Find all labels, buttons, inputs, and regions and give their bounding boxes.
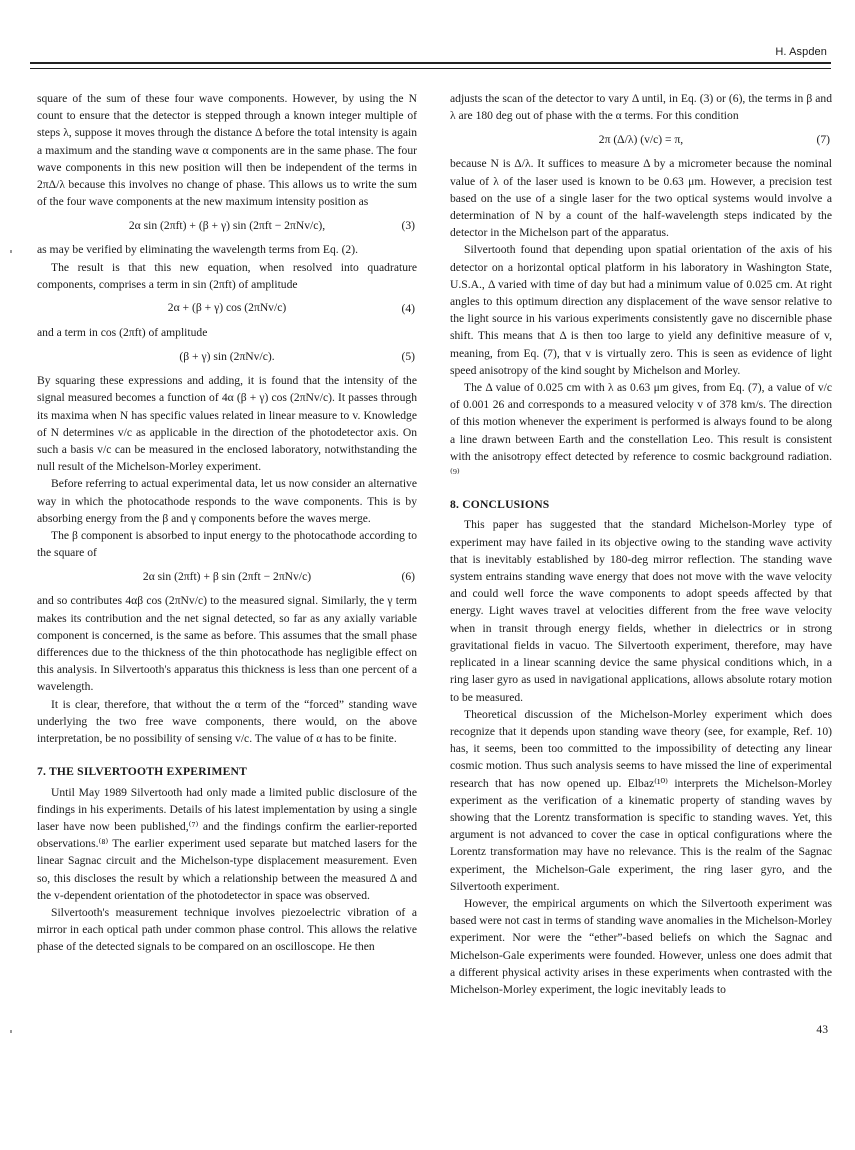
paragraph: square of the sum of these four wave components. However, by using the N count to ensure that the detector is stepped through a known integer multiple of steps λ, suppose it moves through the distance Δ before the total intensity is again a maximum and the standing wave α components are in the same phase. The four wave components in this new position will then be independent of the terms in 2πΔ/λ because this involves no change of phase. This allows us to write the sum of the four wave components at the new maximum intensity position as [37, 92, 417, 209]
margin-tick [10, 250, 12, 253]
paragraph: By squaring these expressions and adding, it is found that the intensity of the signal measured becomes a function of 4α (β + γ) cos (2πNv/c). It passes through its maxima when N has specific values related in linear measure to v. Knowledge of N determines v/c as applicable in the direction of the photodetector axis. On such a basis v/c can be measured in the enclosed laboratory, notwithstanding the null result of the Michelson-Morley experiment. [37, 374, 417, 474]
equation-text: (β + γ) sin (2πNv/c). [179, 349, 275, 363]
paragraph: and a term in cos (2πft) of amplitude [37, 326, 208, 340]
equation-7 [450, 126, 832, 152]
equation-number: (5) [401, 350, 415, 364]
paragraph: The Δ value of 0.025 cm with λ as 0.63 μm gives, from Eq. (7), a value of v/c of 0.001 26 and corresponds to a measured velocity v of 378 km/s. The direction of this motion whenever the experiment is performed is always found to be along a line drawn between Earth and the constellation Leo. This result is consistent with the anisotropy effect detected by reference to cosmic background radiation.⁽⁹⁾ [450, 381, 832, 481]
paragraph: The β component is absorbed to input energy to the photocathode according to the square of [37, 529, 417, 560]
equation-number: (6) [401, 570, 415, 584]
paragraph: Theoretical discussion of the Michelson-Morley experiment which does recognize that it depends upon standing wave theory (see, for example, Ref. 10) has, it seems, been too committed to the impossibility of detecting any linear cosmic motion. Thus such analysis seems to have missed the line of experimental research that has now opened up. Elbaz⁽¹⁰⁾ interprets the Michelson-Morley experiment as the verification of a kinematic property of standing waves by showing that the Lorentz transformation is specific to standing waves. Yet, this argument is not advanced to cover the case in optical configurations where the Lorentz transformation may have no relevance. This is the realm of the Sagnac experiment, the Michelson-Gale experiment, the ring laser gyro, and the Silvertooth experiment. [450, 707, 832, 893]
paragraph: It is clear, therefore, that without the α term of the “forced” standing wave underlying the two free wave components, there would, on the above interpretation, be no possibility of sensing v/c. The value of α has to be finite. [37, 697, 417, 746]
paragraph: Silvertooth's measurement technique involves piezoelectric vibration of a mirror in each optical path under common phase control. This allows the relative phase of the detected signals to be compared on an oscilloscope. He then [37, 905, 417, 954]
section-heading-7: 7. THE SILVERTOOTH EXPERIMENT [37, 765, 248, 779]
equation-3 [37, 212, 417, 238]
equation-6 [37, 563, 417, 589]
paragraph: as may be verified by eliminating the wavelength terms from Eq. (2). [37, 243, 358, 257]
header-rule-thin [30, 68, 831, 69]
paragraph: Silvertooth found that depending upon spatial orientation of the axis of his detector on a horizontal optical platform in his laboratory in Washington State, U.S.A., Δ varied with time of day but had a minimum value of 0.025 cm. At right angles to this optimum direction any displacement of the wave sensor relative to the light source in his various experiments consistently gave no discernible phase shift. This means that Δ is then too large to yield any definitive measure of v, meaning, from Eq. (7), that v is virtually zero. This is seen as evidence of light speed anisotropy of the kind sought by Michelson and Morley. [450, 243, 832, 377]
section-heading-8: 8. CONCLUSIONS [450, 498, 550, 512]
paragraph: because N is Δ/λ. It suffices to measure Δ by a micrometer because the nominal value of λ of the laser used is known to be 0.63 μm. However, a precision test based on the use of a single laser for the two optical systems would involve a determination of N by a count of the half-wavelength steps indicated by the detector in the Michelson part of the apparatus. [450, 157, 832, 240]
paragraph: Before referring to actual experimental data, let us now consider an alternative way in which the photocathode responds to the wave components. This is by absorbing energy from the β and γ components before the waves merge. [37, 477, 417, 525]
paragraph: Until May 1989 Silvertooth had only made a limited public disclosure of the findings in his experiments. Details of his latest implementation by using a single laser have now been published,⁽⁷⁾ and the findings confirm the earlier-reported observations.⁽⁸⁾ The earlier experiment used separate but matched lasers for the linear Sagnac circuit and the Michelson-type displacement measurement. Even so, this discloses the result by which a relationship between the measured Δ and the v-dependent orientation of the photodetector in space was observed. [37, 785, 417, 902]
equation-text: 2α sin (2πft) + β sin (2πft − 2πNv/c) [142, 569, 312, 583]
equation-4 [37, 295, 417, 321]
equation-5 [37, 343, 417, 369]
header-rule-thick [30, 62, 831, 64]
equation-text: 2π (Δ/λ) (v/c) = π, [598, 132, 684, 146]
paragraph: This paper has suggested that the standard Michelson-Morley type of experiment may have failed in its objective owing to the standing wave activity that is inevitably established by 180-deg mirror reflection. The standing wave system entrains standing wave energy that does not move with the wave velocity and could well force the wave components to adopt speeds affected by that energy. Light waves travel at velocities different from the free wave velocity when in transit through energy fields, whether in dielectrics or in strong gravitational fields in vacuo. The Silvertooth experiment, therefore, may have replicated in a linear scanning device the same physical conditions which, in a ring laser gyro as used in navigational applications, allows absolute rotary motion to be measured. [450, 518, 832, 704]
margin-tick [10, 1030, 12, 1033]
right-column [450, 90, 832, 998]
equation-number: (4) [401, 302, 415, 316]
paragraph: and so contributes 4αβ cos (2πNv/c) to the measured signal. Similarly, the γ term makes its contribution and the net signal detected, so far as any axially variable component is concerned, is the same as before. This assumes that the small phase differences due to the thickness of the thin photocathode has negligible effect on this analysis. In Silvertooth's apparatus this thickness is less than one percent of a wavelength. [37, 594, 417, 694]
page-number: 43 [816, 1023, 828, 1036]
paragraph: The result is that this new equation, when resolved into quadrature components, comprises a term in sin (2πft) of amplitude [37, 260, 417, 291]
left-column [37, 90, 417, 956]
paragraph: adjusts the scan of the detector to vary Δ until, in Eq. (3) or (6), the terms in β and λ are 180 deg out of phase with the α terms. For this condition [450, 92, 832, 123]
equation-number: (3) [401, 219, 415, 233]
equation-number: (7) [816, 133, 830, 147]
equation-text: 2α + (β + γ) cos (2πNv/c) [167, 301, 287, 315]
running-head-author: H. Aspden [775, 46, 827, 58]
paragraph: However, the empirical arguments on which the Silvertooth experiment was based were not cast in terms of standing wave anomalies in the Michelson-Morley experiment. Nor were the “ether”-based beliefs on which the Sagnac and Michelson-Gale experiments were founded. However, unless one does admit that a different physical activity arises in these experiments when contrasted with the Michelson-Morley experiment, the logic inevitably leads to [450, 896, 832, 996]
equation-text: 2α sin (2πft) + (β + γ) sin (2πft − 2πNv/c), [128, 218, 326, 232]
